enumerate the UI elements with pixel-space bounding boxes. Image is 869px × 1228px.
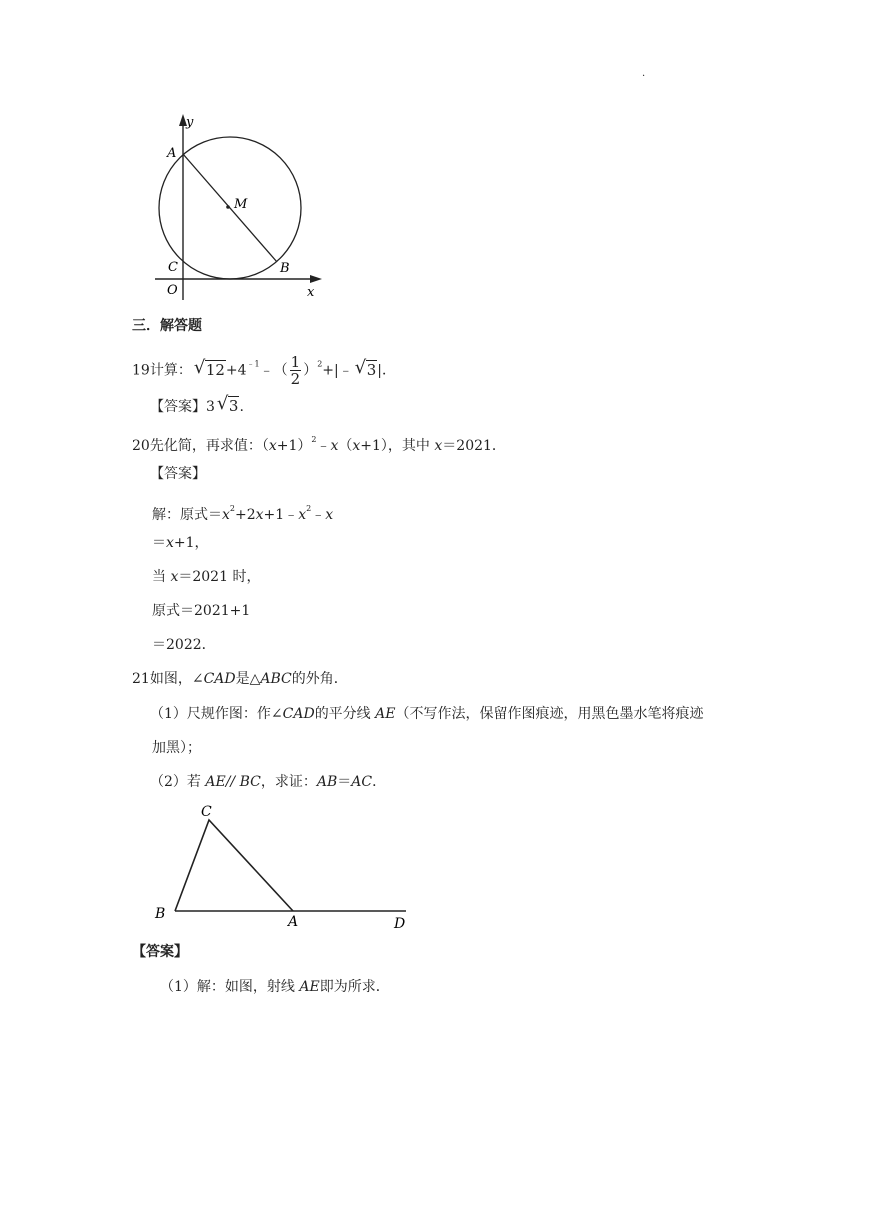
q19-prefix: 计算： xyxy=(149,362,192,379)
exp: 2 xyxy=(229,504,235,513)
segment-bc: BC xyxy=(239,774,261,790)
q21-answer-label: 【答案】 xyxy=(132,944,188,960)
fig2-d-label: D xyxy=(394,916,406,932)
q20-text: +1），其中 xyxy=(360,438,435,454)
q20-exp: 2 xyxy=(311,435,317,444)
var-x: x xyxy=(222,507,230,523)
q19-minus: ﹣（ xyxy=(259,362,288,379)
q19-term: +4 xyxy=(225,362,247,379)
q19-answer xyxy=(150,393,244,417)
q19-close: ） xyxy=(303,362,318,379)
q20-text: （ xyxy=(338,438,353,454)
var-x: x xyxy=(268,438,277,454)
text: +2 xyxy=(235,507,256,523)
circle-figure xyxy=(150,110,340,305)
q20-answer-line2 xyxy=(152,533,209,553)
q20-text: ﹣ xyxy=(316,438,331,454)
q21-answer-line1 xyxy=(160,977,390,997)
angle-cad: CAD xyxy=(203,671,236,687)
q19-number: 19 xyxy=(132,362,150,379)
q19-sqrt-12: √ 12 xyxy=(193,356,225,379)
parallel-symbol: // xyxy=(225,774,240,790)
var-x: x xyxy=(352,438,361,454)
fig1-a-label: A xyxy=(167,146,177,161)
q20-answer-line3 xyxy=(152,567,260,587)
q19-answer-end: . xyxy=(239,399,244,415)
text: （不写作法，保留作图痕迹，用黑色墨水笔将痕迹 xyxy=(395,706,704,722)
segment-ac: AC xyxy=(351,774,373,790)
text: ﹣ xyxy=(311,507,326,523)
fig2-a-label: A xyxy=(288,914,299,930)
question-21 xyxy=(132,669,348,689)
fig1-b-label: B xyxy=(280,261,290,276)
text: ． xyxy=(372,774,387,790)
q19-exp2: 2 xyxy=(317,359,323,369)
question-20 xyxy=(132,430,506,456)
fig1-y-label: y xyxy=(186,115,194,130)
q20-number: 20 xyxy=(132,438,150,454)
text: （1）解：如图，射线 xyxy=(160,979,300,995)
q20-text: +1） xyxy=(276,438,312,454)
fig1-c-label: C xyxy=(168,260,178,275)
fig1-x-label: x xyxy=(307,285,315,300)
fig2-c-label: C xyxy=(201,804,212,820)
fig1-o-label: O xyxy=(167,283,178,298)
triangle-abc: ABC xyxy=(260,671,292,687)
q20-text: 先化简，再求值：（ xyxy=(149,438,269,454)
var-x: x xyxy=(325,507,334,523)
q21-part1-cont: 加黑）； xyxy=(152,740,201,756)
q19-sqrt-3: √ 3 xyxy=(354,356,377,379)
text: （2）若 xyxy=(150,774,206,790)
q19-answer-sqrt: √ 3 xyxy=(216,393,239,415)
text: 是△ xyxy=(235,671,261,687)
q20-answer-line5: ＝2022． xyxy=(152,637,216,653)
q20-answer-label: 【答案】 xyxy=(150,466,206,482)
var-x: x xyxy=(166,535,174,551)
q20-answer-line1 xyxy=(152,499,333,525)
q19-abs: +|﹣ xyxy=(322,362,353,379)
text: 的平分线 xyxy=(314,706,376,722)
q19-fraction: $\frac{1}{2}$ xyxy=(290,353,301,388)
ray-ae: AE xyxy=(375,706,396,722)
var-x: x xyxy=(330,438,339,454)
section-title: 三．解答题 xyxy=(132,318,202,334)
var-x: x xyxy=(255,507,264,523)
q19-exp1: ﹣1 xyxy=(246,359,260,369)
answer-label: 【答案】 xyxy=(150,399,206,415)
text: +1， xyxy=(173,535,209,551)
var-x: x xyxy=(170,569,179,585)
var-x: x xyxy=(434,438,443,454)
triangle-figure xyxy=(148,800,418,935)
text: （1）尺规作图：作∠ xyxy=(150,706,283,722)
text: 即为所求． xyxy=(319,979,390,995)
q21-part1 xyxy=(150,704,703,724)
text: ，求证： xyxy=(260,774,317,790)
exp: 2 xyxy=(306,504,312,513)
text: 的外角． xyxy=(291,671,348,687)
ray-ae: AE xyxy=(299,979,320,995)
fig2-b-label: B xyxy=(155,906,166,922)
text: ＝2021 时， xyxy=(178,569,261,585)
q21-part2 xyxy=(150,772,386,792)
question-19 xyxy=(132,354,396,387)
angle-cad: CAD xyxy=(282,706,315,722)
q19-answer-coef: 3 xyxy=(206,399,215,415)
ray-ae: AE xyxy=(205,774,226,790)
text: 当 xyxy=(152,569,171,585)
text: 如图，∠ xyxy=(149,671,204,687)
q20-text: ＝2021． xyxy=(442,438,506,454)
q20-answer-line4: 原式＝2021+1 xyxy=(152,603,251,619)
text: ＝ xyxy=(152,535,166,551)
segment-ab: AB xyxy=(316,774,338,790)
var-x: x xyxy=(298,507,307,523)
text: ＝ xyxy=(337,774,352,790)
header-mark: . xyxy=(642,68,646,79)
text: 解：原式＝ xyxy=(152,507,222,523)
q21-number: 21 xyxy=(132,671,150,687)
q19-end: |． xyxy=(377,362,397,379)
fig1-m-label: M xyxy=(234,197,248,212)
text: +1﹣ xyxy=(263,507,299,523)
